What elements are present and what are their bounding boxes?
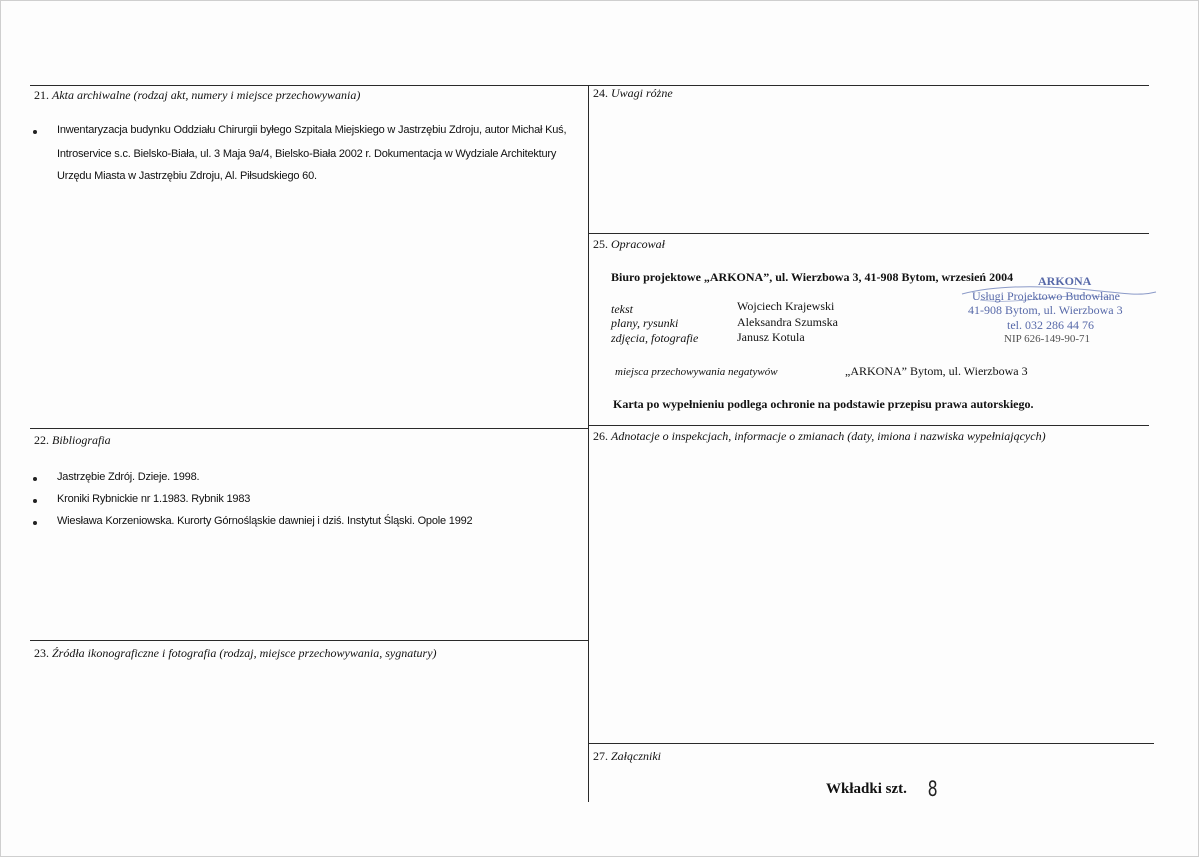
credit-name: Aleksandra Szumska (737, 315, 838, 329)
rule-22-23 (30, 640, 589, 641)
section-number: 21. (34, 88, 49, 102)
rule-24-25 (588, 233, 1149, 234)
bibliography-item: Wiesława Korzeniowska. Kurorty Górnośląskie dawniej i dziś. Instytut Śląski. Opole 1992 (57, 515, 473, 527)
attachments-count: 8 (927, 777, 938, 801)
rule-25-26 (588, 425, 1149, 426)
section-number: 24. (593, 86, 608, 100)
section-label: Źródła ikonograficzne i fotografia (rodzaj, miejsce przechowywania, sygnatury) (52, 646, 437, 660)
section-22-header (34, 433, 111, 448)
bullet-icon (33, 130, 37, 134)
stamp-signature-icon (960, 280, 1160, 310)
stamp-line: NIP 626-149-90-71 (1004, 333, 1091, 345)
section-number: 23. (34, 646, 49, 660)
office-line: Biuro projektowe „ARKONA”, ul. Wierzbowa 3, 41-908 Bytom, wrzesień 2004 (611, 270, 1014, 284)
credit-role: tekst (611, 302, 633, 316)
bullet-icon (33, 477, 37, 481)
stamp-line: Usługi Projektowo Budowlane (972, 289, 1120, 303)
credit-name: Janusz Kotula (737, 330, 805, 344)
center-divider (588, 85, 589, 802)
bibliography-item: Kroniki Rybnickie nr 1.1983. Rybnik 1983 (57, 493, 251, 505)
section-number: 25. (593, 237, 608, 251)
stamp-line: 41-908 Bytom, ul. Wierzbowa 3 (968, 303, 1123, 317)
section-label: Bibliografia (52, 433, 111, 447)
section-24-header (593, 86, 673, 101)
negatives-label: miejsca przechowywania negatywów (615, 366, 778, 378)
section-label: Uwagi różne (611, 86, 673, 100)
credit-role: plany, rysunki (611, 316, 679, 330)
rule-21-22 (30, 428, 589, 429)
credit-role: zdjęcia, fotografie (611, 331, 699, 345)
bibliography-item: Jastrzębie Zdrój. Dzieje. 1998. (57, 471, 200, 483)
top-rule (30, 85, 1149, 86)
section-number: 26. (593, 429, 608, 443)
copyright-note: Karta po wypełnieniu podlega ochronie na podstawie przepisu prawa autorskiego. (613, 397, 1034, 411)
bullet-icon (33, 499, 37, 503)
section-label: Załączniki (611, 749, 661, 763)
archival-line: Inwentaryzacja budynku Oddziału Chirurgii byłego Szpitala Miejskiego w Jastrzębiu Zdroju, autor Michał Kuś, (57, 124, 567, 136)
section-label: Adnotacje o inspekcjach, informacje o zmianach (daty, imiona i nazwiska wypełniających) (611, 429, 1046, 443)
attachments-label: Wkładki szt. (826, 781, 907, 797)
section-27-header (593, 749, 661, 764)
section-25-header (593, 237, 665, 252)
section-26-header (593, 429, 1046, 444)
archival-line: Urzędu Miasta w Jastrzębiu Zdroju, Al. Piłsudskiego 60. (57, 170, 317, 182)
credit-name: Wojciech Krajewski (737, 299, 835, 313)
negatives-value: „ARKONA” Bytom, ul. Wierzbowa 3 (845, 364, 1028, 378)
section-21-header (34, 88, 360, 103)
section-label: Opracował (611, 237, 665, 251)
section-label: Akta archiwalne (rodzaj akt, numery i miejsce przechowywania) (52, 88, 361, 102)
section-number: 22. (34, 433, 49, 447)
rule-26-27 (588, 743, 1154, 744)
section-number: 27. (593, 749, 608, 763)
stamp-line: tel. 032 286 44 76 (1007, 318, 1094, 332)
bullet-icon (33, 521, 37, 525)
section-23-header (34, 646, 437, 661)
archival-line: Introservice s.c. Bielsko-Biała, ul. 3 Maja 9a/4, Bielsko-Biała 2002 r. Dokumentacja w Wydziale Architektury (57, 148, 557, 160)
stamp-line: ARKONA (1038, 274, 1092, 288)
